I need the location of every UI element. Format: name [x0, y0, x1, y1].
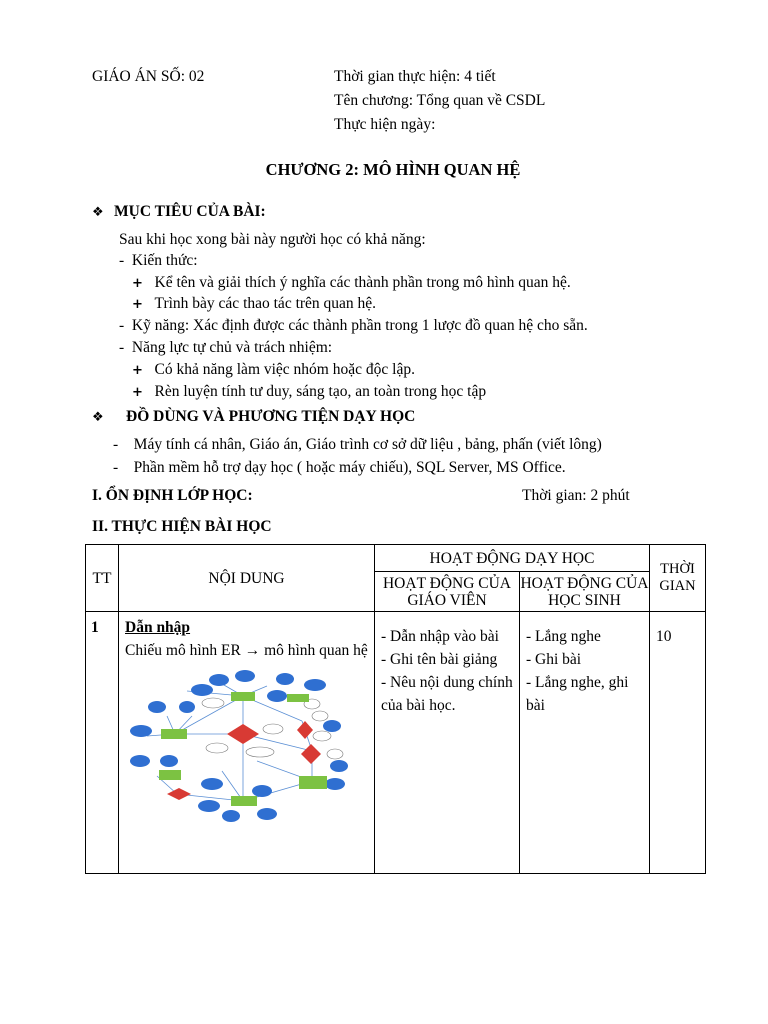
er-diagram [127, 666, 359, 836]
objectives-heading: ❖ MỤC TIÊU CỦA BÀI: [92, 203, 266, 220]
knowledge-label: - Kiến thức: [119, 252, 198, 269]
lesson-duration: Thời gian thực hiện: 4 tiết [334, 68, 496, 85]
header-student: HOẠT ĐỘNG CỦA HỌC SINH [520, 572, 650, 612]
lesson-table [85, 544, 706, 874]
header-activity: HOẠT ĐỘNG DẠY HỌC [375, 545, 650, 572]
plus-bullet-icon: + [132, 297, 143, 312]
teacher-activity: - Ghi tên bài giảng [381, 651, 498, 668]
row-time: 10 [650, 612, 706, 874]
header-time: THỜI GIAN [650, 545, 706, 612]
autonomy-item: + Có khả năng làm việc nhóm hoặc độc lập. [132, 361, 415, 378]
teacher-activity: - Nêu nội dung chính của bài học. [381, 674, 513, 714]
materials-item: - Phần mềm hỗ trợ dạy học ( hoặc máy chiếu), SQL Server, MS Office. [113, 459, 566, 476]
section-2-heading: II. THỰC HIỆN BÀI HỌC [92, 518, 272, 535]
lesson-number: GIÁO ÁN SỐ: 02 [92, 68, 205, 85]
student-activity: - Ghi bài [526, 651, 582, 668]
skill-label: - Kỹ năng: Xác định được các thành phần trong 1 lược đồ quan hệ cho sẵn. [119, 317, 588, 334]
header-tt: TT [86, 545, 119, 612]
row-title: Dẫn nhập [125, 619, 191, 636]
objectives-intro: Sau khi học xong bài này người học có khả năng: [119, 231, 426, 248]
section-1-heading: I. ỔN ĐỊNH LỚP HỌC: [92, 487, 253, 504]
knowledge-item: + Kể tên và giải thích ý nghĩa các thành phần trong mô hình quan hệ. [132, 274, 571, 291]
row-content [119, 612, 375, 874]
row-student-activities [520, 612, 650, 874]
table-row [86, 612, 706, 874]
diamond-bullet-icon: ❖ [92, 205, 104, 220]
header-teacher: HOẠT ĐỘNG CỦA GIÁO VIÊN [375, 572, 520, 612]
page-title: CHƯƠNG 2: MÔ HÌNH QUAN HỆ [265, 160, 521, 179]
plus-bullet-icon: + [132, 363, 143, 378]
autonomy-label: - Năng lực tự chủ và trách nhiệm: [119, 339, 333, 356]
diamond-bullet-icon: ❖ [92, 410, 104, 425]
student-activity: - Lắng nghe [526, 628, 601, 645]
knowledge-item: + Trình bày các thao tác trên quan hệ. [132, 295, 377, 312]
plus-bullet-icon: + [132, 276, 143, 291]
autonomy-item: + Rèn luyện tính tư duy, sáng tạo, an toàn trong học tập [132, 383, 487, 400]
implementation-date: Thực hiện ngày: [334, 116, 436, 133]
header-content: NỘI DUNG [119, 545, 375, 612]
student-activity: - Lắng nghe, ghi bài [526, 674, 629, 714]
row-tt: 1 [86, 612, 119, 874]
materials-heading: ❖ ĐỒ DÙNG VÀ PHƯƠNG TIỆN DẠY HỌC [92, 408, 416, 425]
row-teacher-activities [375, 612, 520, 874]
chapter-name: Tên chương: Tổng quan về CSDL [334, 92, 546, 109]
section-1-time: Thời gian: 2 phút [522, 487, 630, 504]
plus-bullet-icon: + [132, 385, 143, 400]
row-description: Chiếu mô hình ER → mô hình quan hệ [125, 642, 368, 659]
materials-item: - Máy tính cá nhân, Giáo án, Giáo trình cơ sở dữ liệu , bảng, phấn (viết lông) [113, 436, 602, 453]
teacher-activity: - Dẫn nhập vào bài [381, 628, 499, 645]
